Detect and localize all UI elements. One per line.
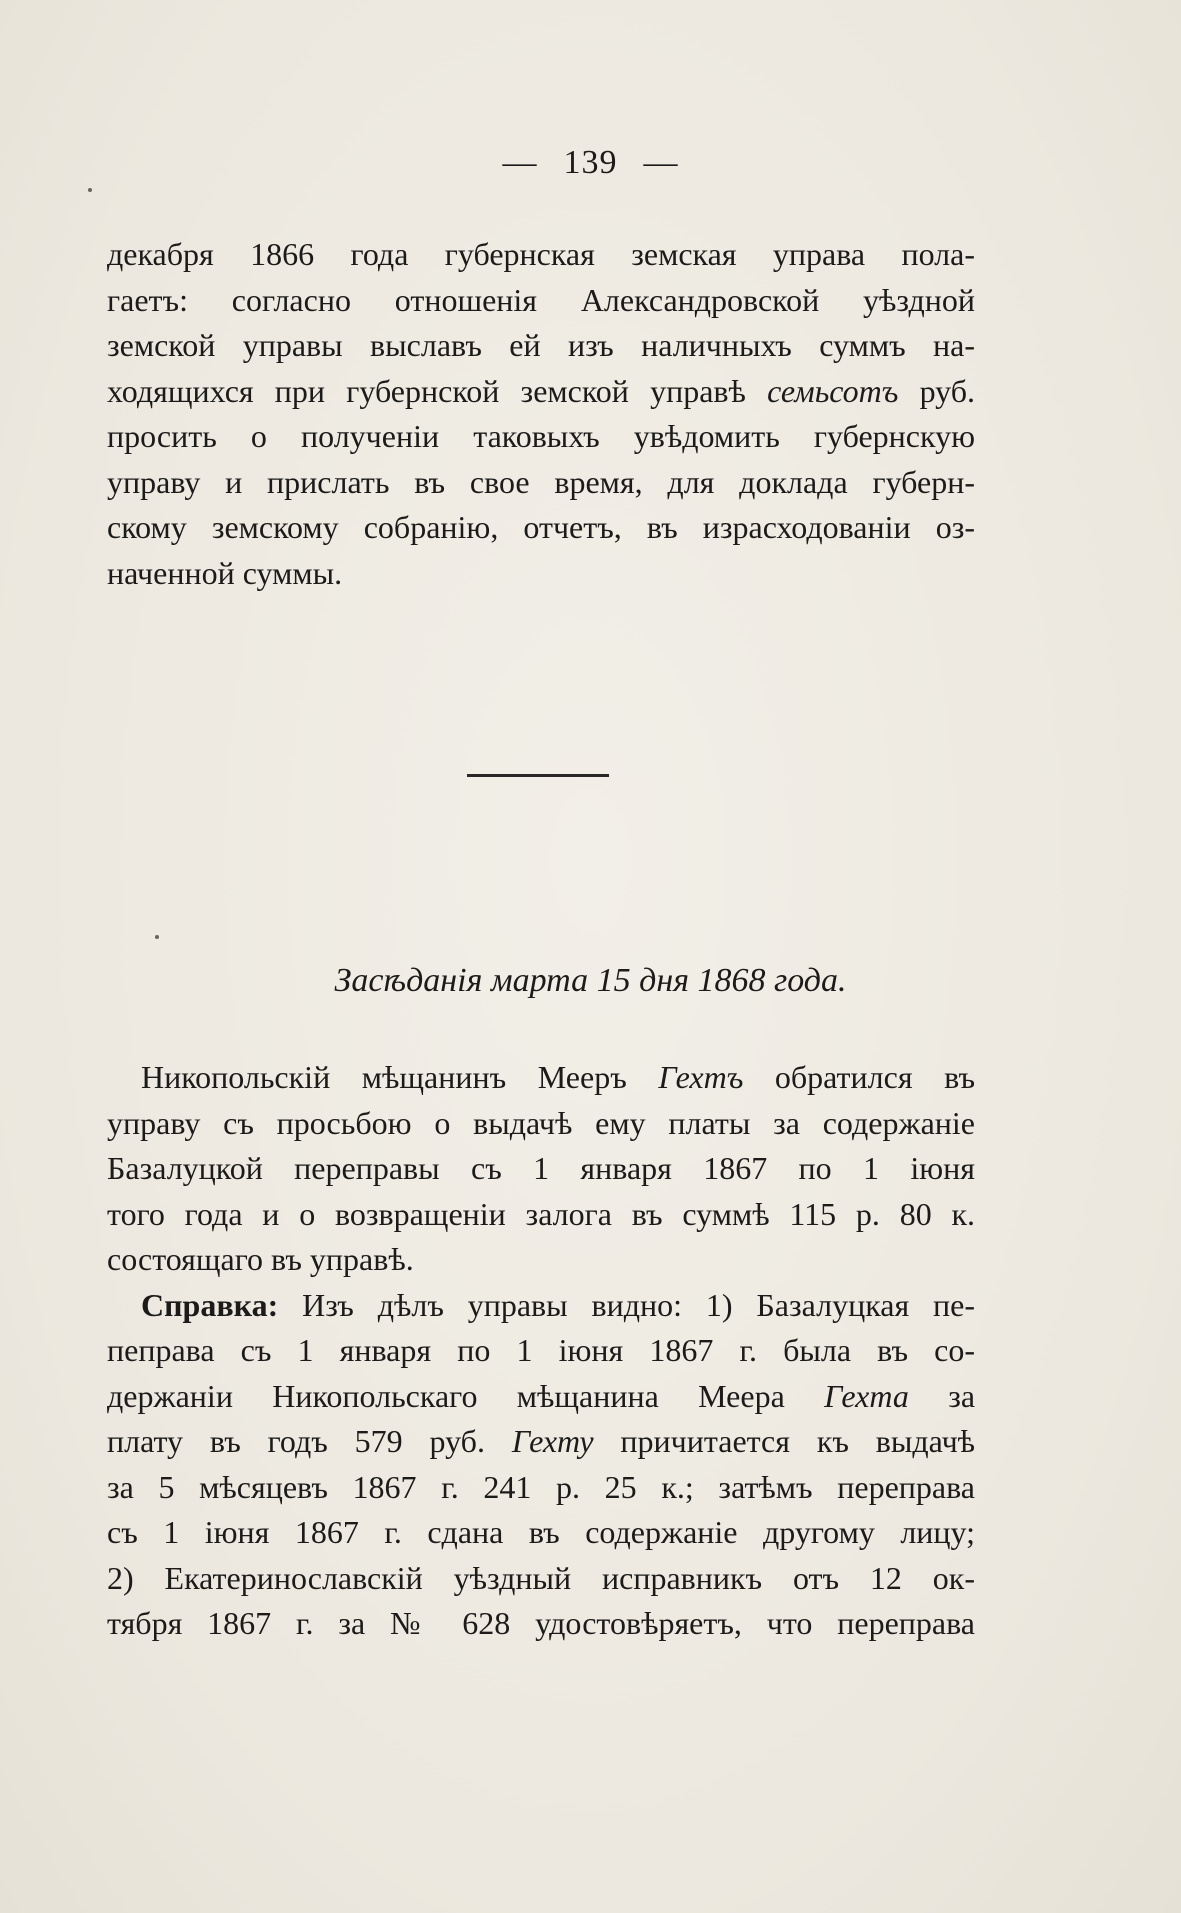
text-segment: обратился въ (774, 1059, 975, 1095)
page-number-value: 139 (563, 144, 618, 181)
text-segment: ходящихся при губернской земской управѣ (107, 372, 746, 409)
text-line: управу съ просьбою о выдачѣ ему платы за содержаніе (107, 1104, 975, 1141)
text-line: того года и о возвращеніи залога въ суммѣ 115 р. 80 к. (107, 1195, 975, 1232)
text-segment: плату въ годъ 579 руб. (107, 1423, 485, 1459)
paper-speck (88, 188, 92, 192)
page-number (0, 144, 1181, 182)
text-line: земской управы выславъ ей изъ наличныхъ суммъ на- (107, 327, 975, 363)
text-line: 2) Екатеринославскій уѣздный исправникъ отъ 12 ок- (107, 1559, 975, 1596)
text-line: за 5 мѣсяцевъ 1867 г. 241 р. 25 к.; затѣмъ переправа (107, 1468, 975, 1505)
text-segment: Изъ дѣлъ управы видно: 1) Базалуцкая пе- (302, 1286, 976, 1323)
text-segment: Никопольскій мѣщанинъ Мееръ (141, 1059, 627, 1095)
text-line: состоящаго въ управѣ. (107, 1241, 414, 1277)
text-line: скому земскому собранію, отчетъ, въ израсходованіи оз- (107, 509, 975, 545)
page-number-dash-right: — (643, 144, 679, 181)
text-line (107, 1283, 975, 1329)
paragraph-continuation (107, 232, 975, 596)
text-segment: причитается къ выдачѣ (620, 1423, 976, 1459)
text-line: декабря 1866 года губернская земская управа пола- (107, 236, 975, 272)
paper-speck (155, 935, 159, 939)
page-number-dash-left: — (502, 144, 538, 181)
text-line (107, 1055, 975, 1101)
reference-label: Справка: (141, 1286, 279, 1323)
text-line: наченной суммы. (107, 554, 343, 591)
italic-amount: семьсотъ (767, 372, 899, 409)
section-separator (467, 774, 609, 777)
text-line (107, 1374, 975, 1420)
text-line (107, 369, 975, 415)
text-line: просить о полученіи таковыхъ увѣдомить губернскую (107, 418, 975, 454)
italic-name: Гехта (824, 1377, 909, 1414)
text-line (107, 1419, 975, 1465)
section-title: Засѣданія марта 15 дня 1868 года. (334, 962, 847, 999)
italic-name: Гехту (511, 1423, 594, 1459)
text-line: управу и прислать въ свое время, для доклада губерн- (107, 463, 975, 500)
text-segment: руб. (919, 372, 976, 409)
text-line: гаетъ: согласно отношенія Александровской уѣздной (107, 281, 975, 318)
text-line: тября 1867 г. за № 628 удостовѣряетъ, что переправа (107, 1605, 975, 1641)
text-segment: за (948, 1377, 976, 1414)
italic-name: Гехтъ (658, 1059, 744, 1095)
paragraph-main (107, 1055, 975, 1647)
text-line: съ 1 іюня 1867 г. сдана въ содержаніе другому лицу; (107, 1514, 975, 1550)
text-line: пеправа съ 1 января по 1 іюня 1867 г. была въ со- (107, 1332, 975, 1368)
text-line: Базалуцкой переправы съ 1 января 1867 по 1 іюня (107, 1150, 975, 1186)
text-segment: держаніи Никопольскаго мѣщанина Меера (107, 1377, 785, 1414)
